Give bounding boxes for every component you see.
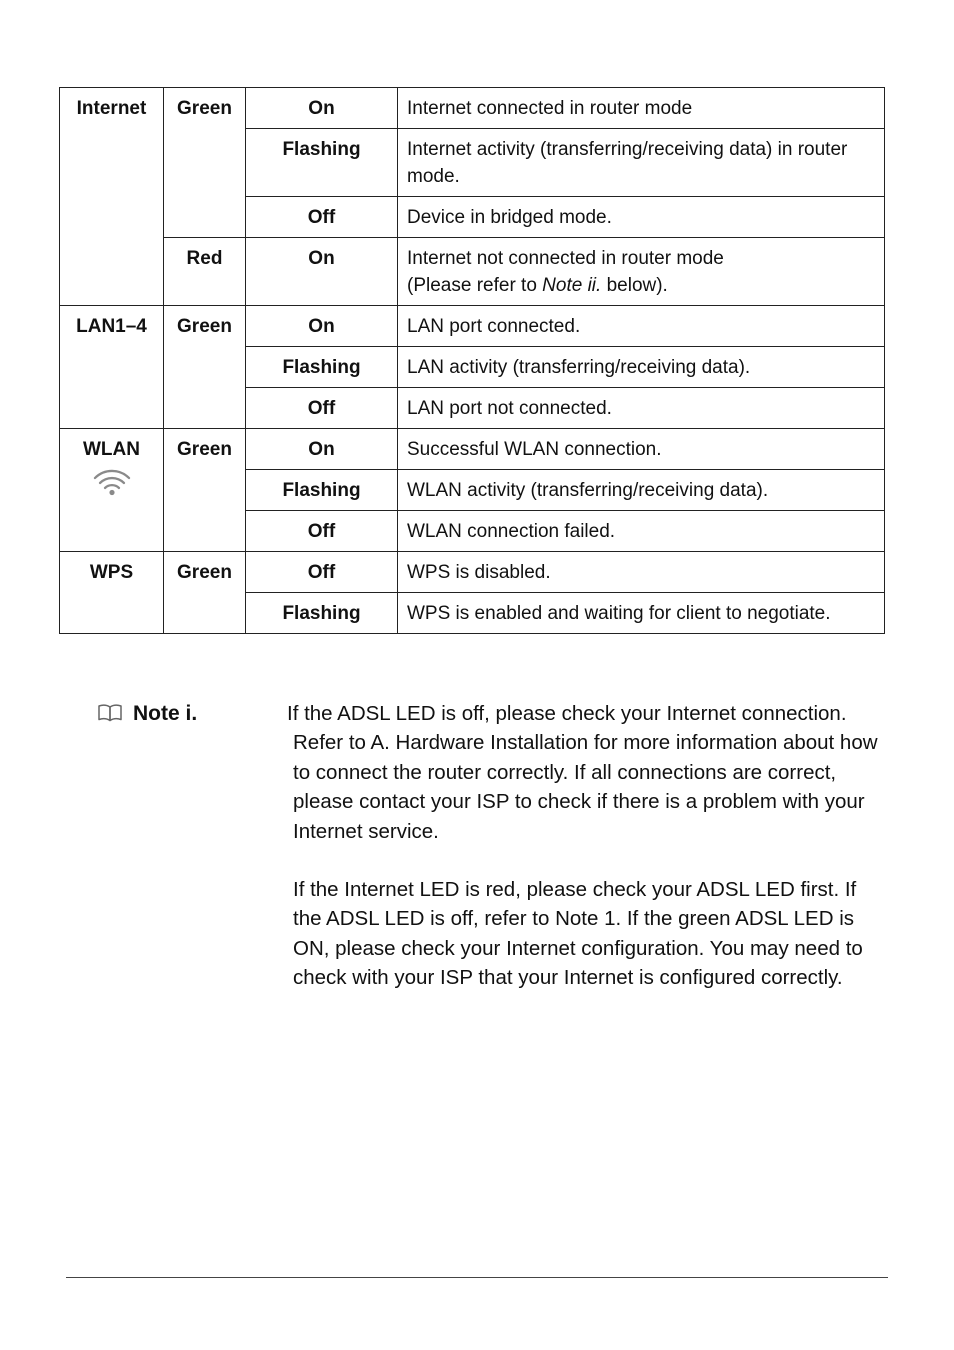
led-state-cell: Flashing	[246, 347, 398, 388]
led-state-cell: Off	[246, 197, 398, 238]
note-paragraph	[287, 699, 897, 846]
footer-divider	[66, 1277, 888, 1278]
wifi-icon	[92, 467, 132, 497]
note-label: Note i.	[133, 702, 198, 725]
led-state-cell: On	[246, 238, 398, 306]
led-state-cell: Off	[246, 511, 398, 552]
led-state-cell: Off	[246, 552, 398, 593]
led-description-cell: Internet connected in router mode	[398, 88, 885, 129]
led-description-cell: LAN activity (transferring/receiving data).	[398, 347, 885, 388]
note-first-line: If the ADSL LED is off, please check your Internet connection.	[287, 702, 847, 725]
led-state-cell: Off	[246, 388, 398, 429]
led-state-cell: Flashing	[246, 129, 398, 197]
led-status-table	[59, 87, 885, 634]
led-description-cell: WPS is disabled.	[398, 552, 885, 593]
led-name-cell: LAN1–4	[60, 306, 164, 429]
led-description-cell: WPS is enabled and waiting for client to negotiate.	[398, 593, 885, 634]
led-color-cell: Green	[164, 429, 246, 552]
table-row	[60, 552, 885, 593]
led-description-cell: WLAN connection failed.	[398, 511, 885, 552]
led-state-cell: Flashing	[246, 593, 398, 634]
led-color-cell: Green	[164, 306, 246, 429]
note-paragraph	[287, 875, 897, 993]
description-line: Internet not connected in router mode	[407, 248, 724, 269]
led-color-cell: Green	[164, 552, 246, 634]
note-paragraph-text: Refer to A. Hardware Installation for more information about how to connect the router correctly. If all connections are correct, please contact your ISP to check if there is a problem with your Internet service.	[293, 731, 878, 843]
table-row	[60, 238, 885, 306]
table-row	[60, 88, 885, 129]
table-row	[60, 306, 885, 347]
led-color-cell: Red	[164, 238, 246, 306]
led-state-cell: On	[246, 88, 398, 129]
led-name-cell: Internet	[60, 88, 164, 306]
led-color-cell: Green	[164, 88, 246, 238]
note-body	[287, 699, 897, 993]
led-description-cell: LAN port connected.	[398, 306, 885, 347]
led-description-cell: LAN port not connected.	[398, 388, 885, 429]
led-description-cell: Successful WLAN connection.	[398, 429, 885, 470]
book-icon	[97, 703, 123, 723]
led-name-cell: WPS	[60, 552, 164, 634]
table-row	[60, 429, 885, 470]
note-reference: Note ii.	[542, 275, 602, 296]
led-state-cell: On	[246, 429, 398, 470]
led-name-label: WLAN	[83, 439, 140, 460]
led-name-cell	[60, 429, 164, 552]
led-description-cell	[398, 238, 885, 306]
led-description-cell: WLAN activity (transferring/receiving data).	[398, 470, 885, 511]
note-paragraph-text: If the Internet LED is red, please check your ADSL LED first. If the ADSL LED is off, refer to Note 1. If the green ADSL LED is ON, please check your Internet configuration. You may need to check with your ISP that your Internet is configured correctly.	[293, 878, 863, 990]
description-line: below).	[601, 275, 668, 296]
led-state-cell: On	[246, 306, 398, 347]
led-description-cell: Internet activity (transferring/receiving data) in router mode.	[398, 129, 885, 197]
description-line: (Please refer to	[407, 275, 543, 296]
led-description-cell: Device in bridged mode.	[398, 197, 885, 238]
led-state-cell: Flashing	[246, 470, 398, 511]
